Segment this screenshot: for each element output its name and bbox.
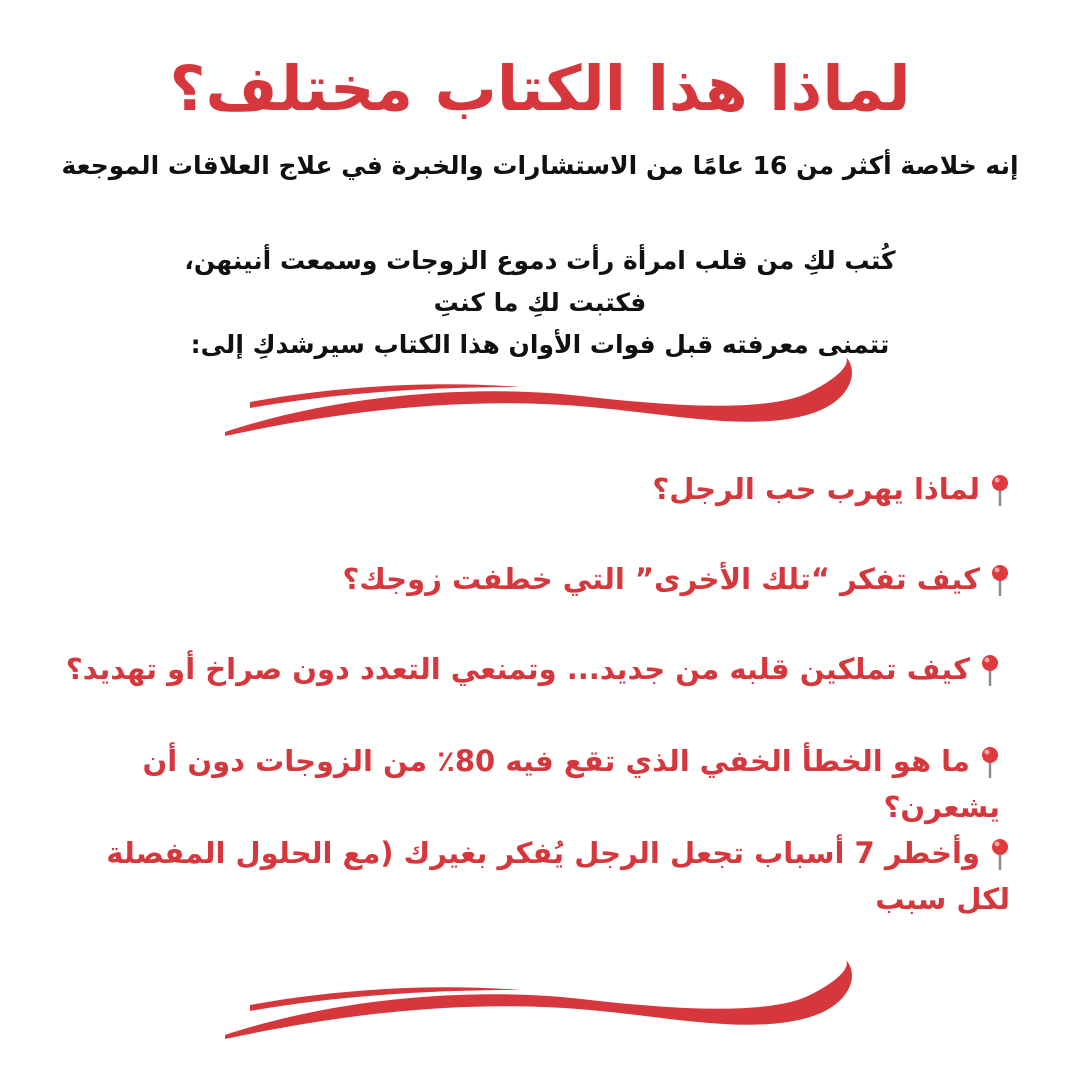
- bullet-item: [60, 830, 1010, 922]
- intro-paragraph: [120, 240, 960, 366]
- bullet-text: كيف تملكين قلبه من جديد... وتمنعي التعدد دون صراخ أو تهديد؟: [65, 652, 970, 686]
- intro-paragraph-line: كُتب لكِ من قلب امرأة رأت دموع الزوجات وسمعت أنينهن،: [184, 246, 896, 275]
- pushpin-icon: [990, 474, 1010, 508]
- intro-line: إنه خلاصة أكثر من 16 عامًا من الاستشارات والخبرة في علاج العلاقات الموجعة: [61, 151, 1019, 180]
- intro-paragraph-line: فكتبت لكِ ما كنتِ: [433, 288, 647, 317]
- bullet-text: ما هو الخطأ الخفي الذي تقع فيه 80٪ من الزوجات دون أن يشعرن؟: [142, 744, 1000, 824]
- bullet-text: كيف تفكر “تلك الأخرى” التي خطفت زوجك؟: [342, 562, 980, 596]
- brush-swoosh-divider-top: [210, 352, 870, 442]
- bullet-text: وأخطر 7 أسباب تجعل الرجل يُفكر بغيرك (مع الحلول المفصلة لكل سبب: [106, 836, 1010, 916]
- bullet-item: [40, 556, 1010, 602]
- bullet-text: لماذا يهرب حب الرجل؟: [652, 472, 980, 506]
- pushpin-icon: [990, 838, 1010, 872]
- bullet-item: [40, 466, 1010, 512]
- pushpin-icon: [980, 746, 1000, 780]
- page-title: لماذا هذا الكتاب مختلف؟: [169, 52, 911, 125]
- bullet-item: [40, 738, 1000, 830]
- pushpin-icon: [980, 654, 1000, 688]
- brush-swoosh-divider-bottom: [210, 955, 870, 1045]
- bullet-item: [40, 646, 1000, 692]
- intro-paragraph-line: تتمنى معرفته قبل فوات الأوان هذا الكتاب سيرشدكِ إلى:: [190, 330, 890, 359]
- pushpin-icon: [990, 564, 1010, 598]
